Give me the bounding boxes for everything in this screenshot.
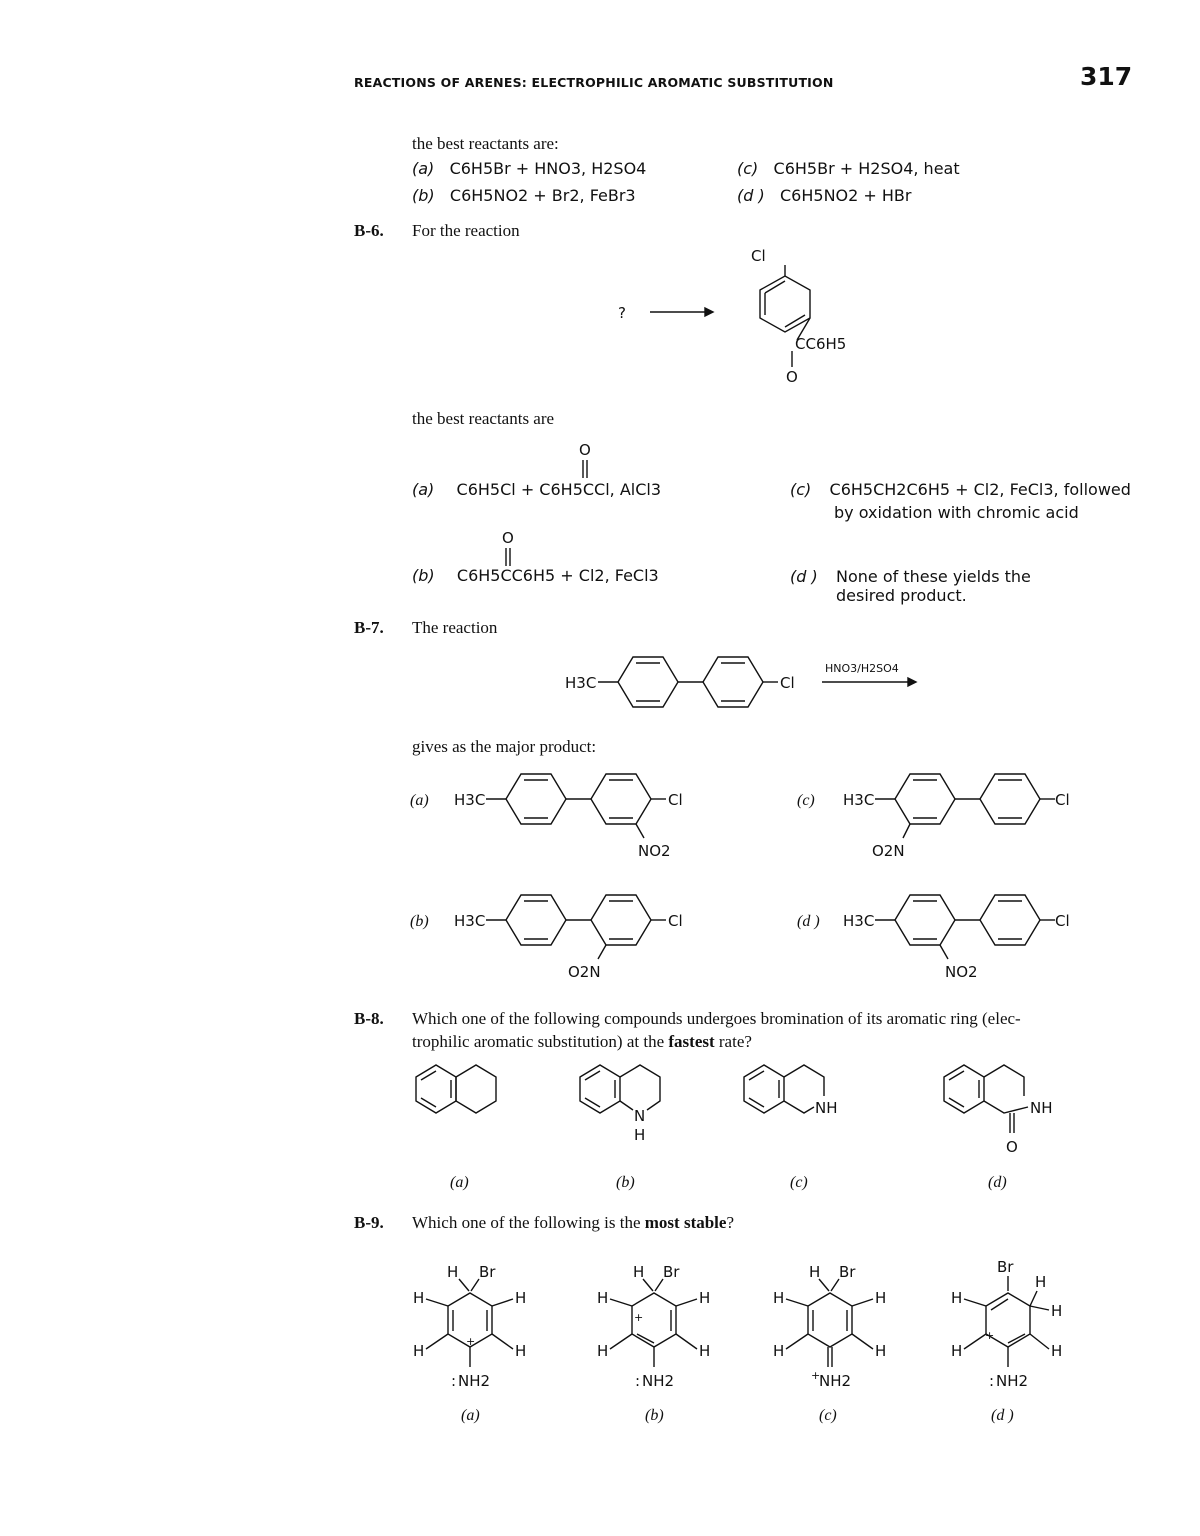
b9-structure-a (413, 1263, 526, 1424)
b9-structures (405, 1255, 1125, 1430)
svg-text:H: H (447, 1263, 459, 1281)
b7-option-d-structure (797, 889, 1107, 989)
svg-text:(d): (d) (988, 1174, 1007, 1191)
svg-text:Br: Br (997, 1258, 1014, 1276)
svg-text:H: H (951, 1342, 963, 1360)
svg-text:Br: Br (663, 1263, 680, 1281)
svg-text:O: O (502, 529, 514, 547)
b8-structure-b (580, 1065, 660, 1144)
option-label: (c) (737, 159, 759, 178)
option-text: C6H5CC6H5 + Cl2, FeCl3 (456, 566, 659, 585)
b6-reaction-scheme (600, 245, 900, 395)
svg-text:H3C: H3C (843, 912, 875, 930)
svg-text:(b): (b) (645, 1407, 664, 1424)
b8-prompt-line1: Which one of the following compounds undergoes bromination of its aromatic ring (elec- (412, 1009, 1021, 1028)
option-label: (b) (412, 566, 435, 585)
option-label: (d ) (790, 567, 818, 586)
svg-text::: : (635, 1372, 641, 1390)
b6-option-c (790, 480, 1131, 500)
svg-text:+: + (466, 1335, 476, 1348)
svg-text:H: H (699, 1342, 711, 1360)
carbonyl-group: CC6H5 (795, 335, 847, 353)
question-number-b8: B-8. (354, 1009, 384, 1028)
svg-text::: : (451, 1372, 457, 1390)
b8-structure-c (744, 1065, 838, 1117)
svg-text:H: H (875, 1289, 887, 1307)
svg-text:H: H (634, 1126, 646, 1144)
b7-option-c-structure (797, 768, 1107, 868)
chlorobenzophenone-structure (751, 247, 846, 386)
b8-structures (410, 1060, 1130, 1190)
option-text: None of these yields the (835, 567, 1031, 586)
svg-text:NO2: NO2 (638, 842, 671, 860)
svg-text:Cl: Cl (668, 791, 683, 809)
svg-text:H: H (773, 1342, 785, 1360)
b6-option-a (412, 480, 661, 500)
b6-intro: the best reactants are (412, 409, 555, 428)
svg-text:(b): (b) (410, 913, 429, 930)
b6-option-d (790, 567, 1031, 587)
b6-reactant: ? (618, 304, 626, 322)
svg-text:O2N: O2N (568, 963, 601, 981)
svg-text:H3C: H3C (454, 912, 486, 930)
svg-text:H: H (515, 1342, 527, 1360)
svg-text:H: H (809, 1263, 821, 1281)
running-title: REACTIONS OF ARENES: ELECTROPHILIC AROMATIC SUBSTITUTION (354, 75, 834, 90)
svg-text:Br: Br (479, 1263, 496, 1281)
question-number-b9: B-9. (354, 1213, 384, 1232)
svg-text:N: N (634, 1107, 646, 1125)
option-label: (a) (412, 159, 435, 178)
option-label: (a) (412, 480, 435, 499)
svg-text:O2N: O2N (872, 842, 905, 860)
b6-prompt: For the reaction (412, 221, 520, 240)
b7-prompt: The reaction (412, 618, 498, 637)
svg-text:+: + (985, 1329, 995, 1342)
svg-text:H: H (773, 1289, 785, 1307)
svg-text:H: H (951, 1289, 963, 1307)
svg-text:H: H (597, 1342, 609, 1360)
svg-text:(b): (b) (616, 1174, 635, 1191)
carryover-intro: the best reactants are: (412, 134, 559, 153)
svg-text:NH2: NH2 (996, 1372, 1029, 1390)
svg-text:Cl: Cl (1055, 791, 1070, 809)
svg-text:H3C: H3C (454, 791, 486, 809)
b9-structure-b (597, 1263, 710, 1424)
svg-text:H: H (413, 1289, 425, 1307)
svg-text:(a): (a) (410, 792, 429, 809)
svg-text:H: H (633, 1263, 645, 1281)
b7-intro: gives as the major product: (412, 737, 597, 756)
b6-a-carbonyl (575, 440, 605, 485)
option-text: C6H5NO2 + HBr (780, 186, 912, 205)
svg-text:+: + (634, 1311, 644, 1324)
svg-text:Cl: Cl (668, 912, 683, 930)
svg-text:(c): (c) (790, 1174, 808, 1191)
question-number-b6: B-6. (354, 221, 384, 240)
b9-structure-c (773, 1263, 886, 1424)
b6-option-d-line2: desired product. (836, 586, 967, 605)
svg-text:Br: Br (839, 1263, 856, 1281)
b7-reaction-scheme (560, 650, 940, 720)
carryover-option-b (412, 186, 636, 205)
b8-structure-a (416, 1065, 496, 1113)
svg-text:NH2: NH2 (819, 1372, 852, 1390)
option-label: (d ) (737, 186, 765, 205)
svg-text:H: H (515, 1289, 527, 1307)
svg-text:(c): (c) (819, 1407, 837, 1424)
svg-text:(a): (a) (450, 1174, 469, 1191)
svg-text:H: H (413, 1342, 425, 1360)
svg-text:(d ): (d ) (797, 913, 820, 930)
b9-structure-d (951, 1258, 1062, 1424)
b6-b-carbonyl (498, 528, 528, 573)
svg-text:NH2: NH2 (642, 1372, 675, 1390)
option-text: C6H5Br + HNO3, H2SO4 (449, 159, 647, 178)
svg-text:H: H (1051, 1302, 1063, 1320)
arrow-head (705, 308, 713, 316)
svg-text:(c): (c) (797, 792, 815, 809)
svg-text:NH: NH (1030, 1099, 1053, 1117)
svg-text:H: H (699, 1289, 711, 1307)
b8-prompt-line2: trophilic aromatic substitution) at the fastest rate? (412, 1032, 752, 1051)
svg-text:O: O (579, 441, 591, 459)
svg-text:(d ): (d ) (991, 1407, 1014, 1424)
option-text: C6H5NO2 + Br2, FeBr3 (449, 186, 636, 205)
question-number-b7: B-7. (354, 618, 384, 637)
svg-text:NH2: NH2 (458, 1372, 491, 1390)
carryover-option-d (737, 186, 911, 205)
option-label: (b) (412, 186, 435, 205)
option-text: C6H5Cl + C6H5CCl, AlCl3 (456, 480, 662, 499)
svg-text:(a): (a) (461, 1407, 480, 1424)
svg-text:Cl: Cl (1055, 912, 1070, 930)
svg-text:+: + (811, 1369, 821, 1382)
option-text: C6H5CH2C6H5 + Cl2, FeCl3, followed (829, 480, 1131, 499)
svg-text:H3C: H3C (843, 791, 875, 809)
svg-text:H: H (1051, 1342, 1063, 1360)
svg-text:HNO3/H2SO4: HNO3/H2SO4 (825, 662, 899, 675)
b7-option-a-structure (410, 768, 720, 868)
svg-text::: : (989, 1372, 995, 1390)
svg-text:H3C: H3C (565, 674, 597, 692)
b6-option-b (412, 566, 659, 586)
carryover-option-a (412, 159, 646, 178)
svg-text:H: H (1035, 1273, 1047, 1291)
b7-option-b-structure (410, 889, 720, 989)
svg-text:Cl: Cl (780, 674, 795, 692)
b6-option-c-line2: by oxidation with chromic acid (834, 503, 1079, 522)
carbonyl-oxygen: O (786, 368, 798, 386)
page-number: 317 (1080, 62, 1133, 91)
carryover-option-c (737, 159, 960, 178)
option-label: (c) (790, 480, 812, 499)
b9-prompt: Which one of the following is the most stable? (412, 1213, 735, 1232)
svg-text:NO2: NO2 (945, 963, 978, 981)
svg-text:O: O (1006, 1138, 1018, 1156)
svg-text:H: H (597, 1289, 609, 1307)
b8-structure-d (944, 1065, 1053, 1156)
svg-text:NH: NH (815, 1099, 838, 1117)
svg-text:H: H (875, 1342, 887, 1360)
option-text: C6H5Br + H2SO4, heat (773, 159, 960, 178)
chlorine-atom: Cl (751, 247, 766, 265)
